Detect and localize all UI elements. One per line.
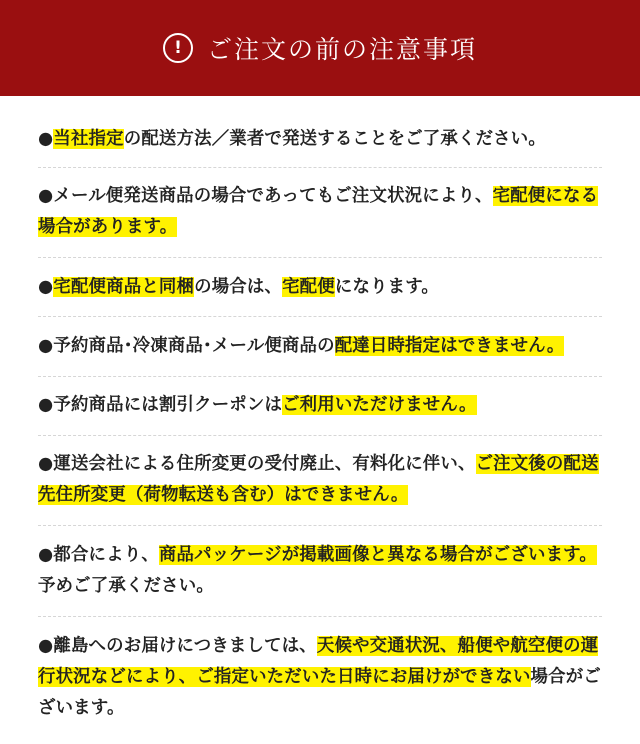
notice-text: ● — [38, 277, 54, 297]
notice-text: の場合は、 — [194, 277, 283, 297]
highlighted-text: 天候や交通状況、船便や航空便の運行状況などにより、ご指定いただいた日時にお届けができない — [38, 636, 599, 687]
exclamation-circle-icon: ! — [163, 33, 193, 63]
notice-item — [38, 168, 602, 258]
notice-item — [38, 258, 602, 317]
notice-header — [0, 0, 640, 96]
highlighted-text: 宅配便 — [282, 277, 335, 297]
notice-text: 予めご了承ください。 — [38, 576, 214, 596]
header-title-group — [163, 30, 477, 66]
notice-item — [38, 617, 602, 724]
notice-item — [38, 526, 602, 617]
notice-text: ●メール便発送商品の場合であってもご注文状況により、 — [38, 186, 493, 206]
highlighted-text: 配達日時指定はできません。 — [334, 336, 565, 356]
notice-item — [38, 436, 602, 526]
notice-text: ● — [38, 129, 54, 149]
notice-text: の配送方法／業者で発送することをご了承ください。 — [123, 129, 546, 149]
notice-text: になります。 — [334, 277, 440, 297]
page-title: ご注文の前の注意事項 — [206, 35, 477, 64]
highlighted-text: ご利用いただけません。 — [282, 395, 477, 415]
highlighted-text: 当社指定 — [53, 129, 124, 149]
notice-text: 場合がございます。 — [38, 667, 601, 718]
notice-item — [38, 377, 602, 436]
notice-text: ●離島へのお届けにつきましては、 — [38, 636, 317, 656]
highlighted-text: ご注文後の配送先住所変更（荷物転送も含む）はできません。 — [38, 454, 599, 505]
notice-text: ●運送会社による住所変更の受付廃止、有料化に伴い、 — [38, 454, 476, 474]
notice-item — [38, 96, 602, 168]
highlighted-text: 宅配便になる場合があります。 — [38, 186, 599, 237]
notice-item — [38, 317, 602, 377]
notice-text: ●予約商品には割引クーポンは — [38, 395, 283, 415]
notice-text: ●予約商品･冷凍商品･メール便商品の — [38, 336, 335, 356]
highlighted-text: 商品パッケージが掲載画像と異なる場合がございます。 — [158, 545, 597, 565]
notice-list — [0, 96, 640, 724]
notice-text: ●都合により、 — [38, 545, 159, 565]
highlighted-text: 宅配便商品と同梱 — [53, 277, 195, 297]
